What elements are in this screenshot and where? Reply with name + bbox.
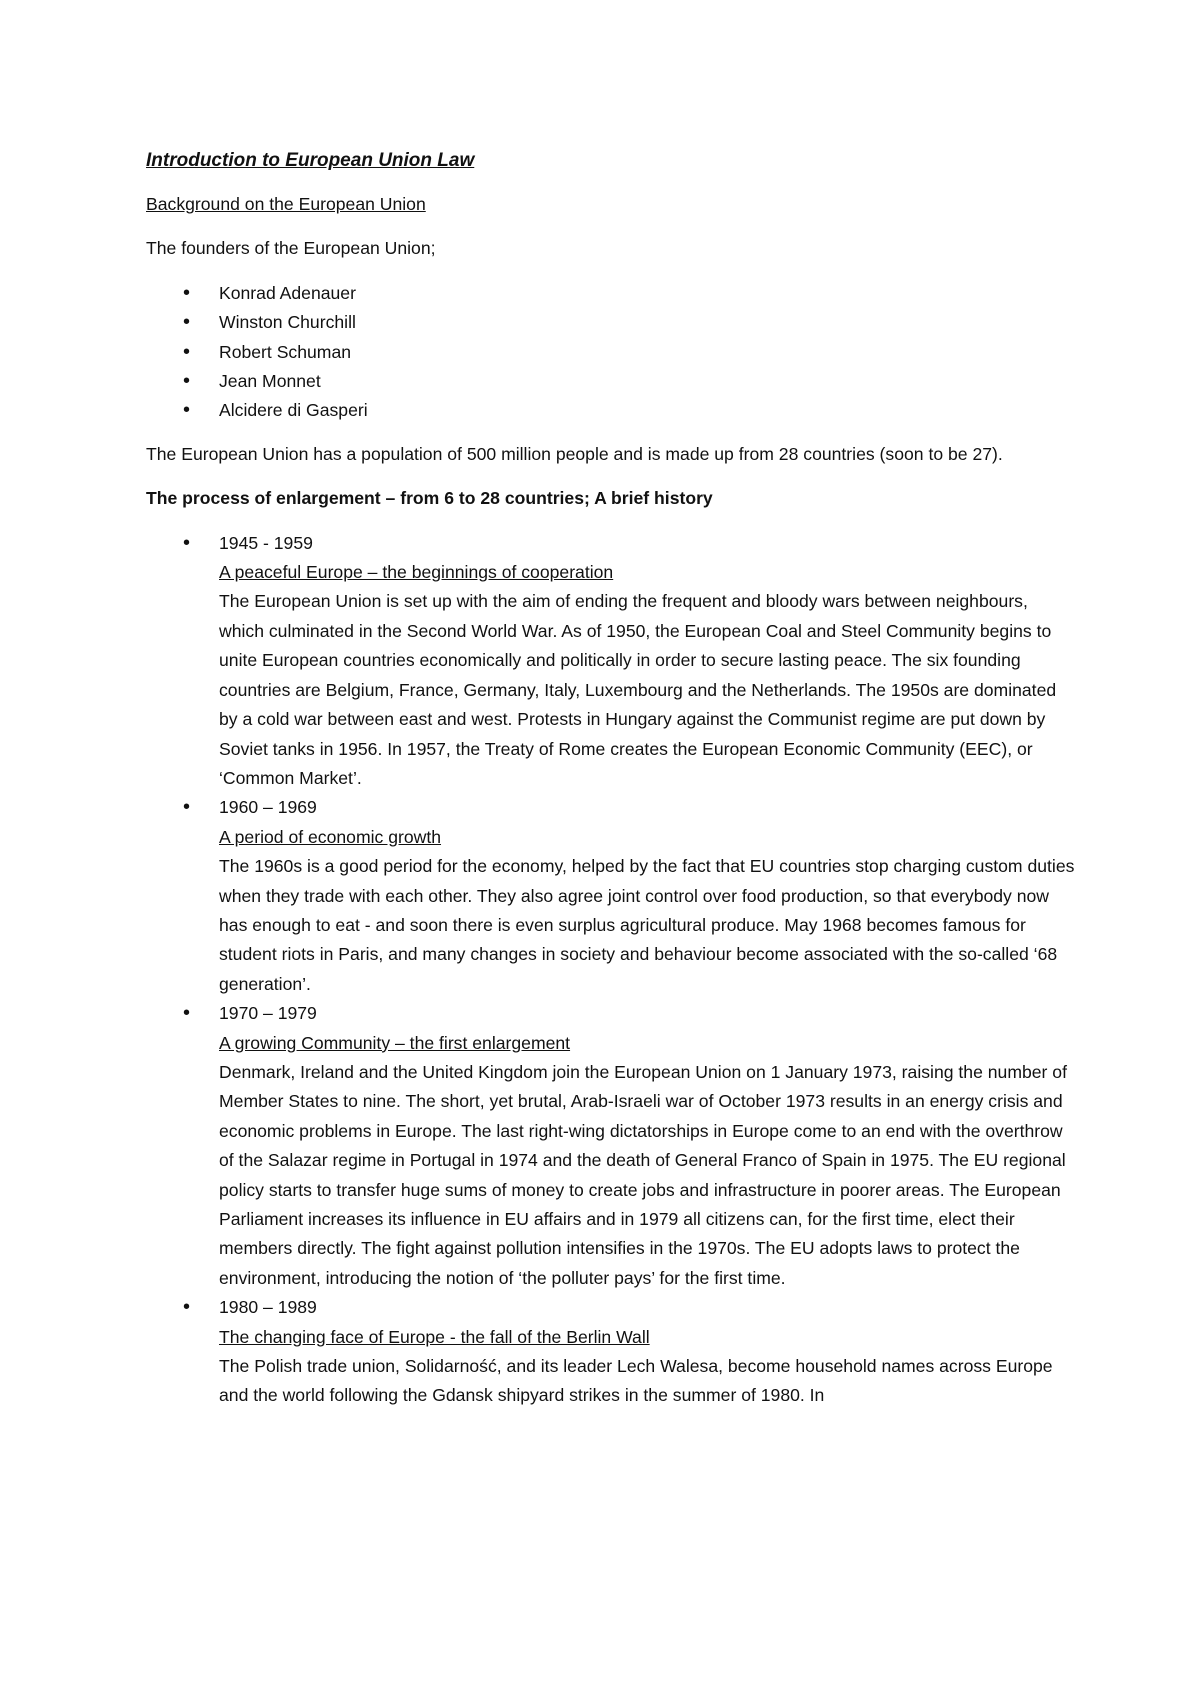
list-item [146,999,1076,1293]
list-item: • Alcidere di Gasperi [146,396,1076,425]
period-text: The European Union is set up with the aim of ending the frequent and bloody wars between neighbours, which culminated in the Second World War. As of 1950, the European Coal and Steel Community begins to unite European countries economically and politically in order to secure lasting peace. The six founding countries are Belgium, France, Germany, Italy, Luxembourg and the Netherlands. The 1950s are dominated by a cold war between east and west. Protests in Hungary against the Communist regime are put down by Soviet tanks in 1956. In 1957, the Treaty of Rome creates the European Economic Community (EEC), or ‘Common Market’. [219,591,1057,788]
list-item: • Robert Schuman [146,338,1076,367]
period-years: • 1970 – 1979 [219,1003,317,1024]
list-item: • Konrad Adenauer [146,279,1076,308]
period-text: The 1960s is a good period for the economy, helped by the fact that EU countries stop charging custom duties when they trade with each other. They also agree joint control over food production, so that everybody now has enough to eat - and soon there is even surplus agricultural produce. May 1968 becomes famous for student riots in Paris, and many changes in society and behaviour become associated with the so-called ‘68 generation’. [219,856,1075,994]
history-list [146,529,1076,1411]
founders-list [146,279,1076,426]
period-text: Denmark, Ireland and the United Kingdom join the European Union on 1 January 1973, raising the number of Member States to nine. The short, yet brutal, Arab-Israeli war of October 1973 results in an energy crisis and economic problems in Europe. The last right-wing dictatorships in Europe come to an end with the overthrow of the Salazar regime in Portugal in 1974 and the death of General Franco of Spain in 1975. The EU regional policy starts to transfer huge sums of money to create jobs and infrastructure in poorer areas. The European Parliament increases its influence in EU affairs and in 1979 all citizens can, for the first time, elect their members directly. The fight against pollution intensifies in the 1970s. The EU adopts laws to protect the environment, introducing the notion of ‘the polluter pays’ for the first time. [219,1061,1067,1288]
period-years: • 1945 - 1959 [219,532,313,553]
founders-intro: The founders of the European Union; [146,238,436,259]
list-item: • Winston Churchill [146,308,1076,337]
document-title: Introduction to European Union Law [146,150,475,171]
period-title: A growing Community – the first enlargement [219,1032,571,1053]
population-paragraph: The European Union has a population of 500 million people and is made up from 28 countries (soon to be 27). [146,443,1003,464]
list-item [146,1293,1076,1411]
enlargement-heading: The process of enlargement – from 6 to 28 countries; A brief history [146,488,713,509]
period-text: The Polish trade union, Solidarność, and its leader Lech Walesa, become household names across Europe and the world following the Gdansk shipyard strikes in the summer of 1980. In [219,1356,1053,1406]
period-title: The changing face of Europe - the fall of the Berlin Wall [219,1326,650,1347]
period-years: • 1980 – 1989 [219,1297,317,1318]
period-title: A peaceful Europe – the beginnings of cooperation [219,562,614,583]
document-page [146,146,1076,1411]
list-item [146,793,1076,999]
list-item [146,529,1076,794]
list-item: • Jean Monnet [146,367,1076,396]
period-title: A period of economic growth [219,826,442,847]
period-years: • 1960 – 1969 [219,797,317,818]
section-heading: Background on the European Union [146,194,426,214]
